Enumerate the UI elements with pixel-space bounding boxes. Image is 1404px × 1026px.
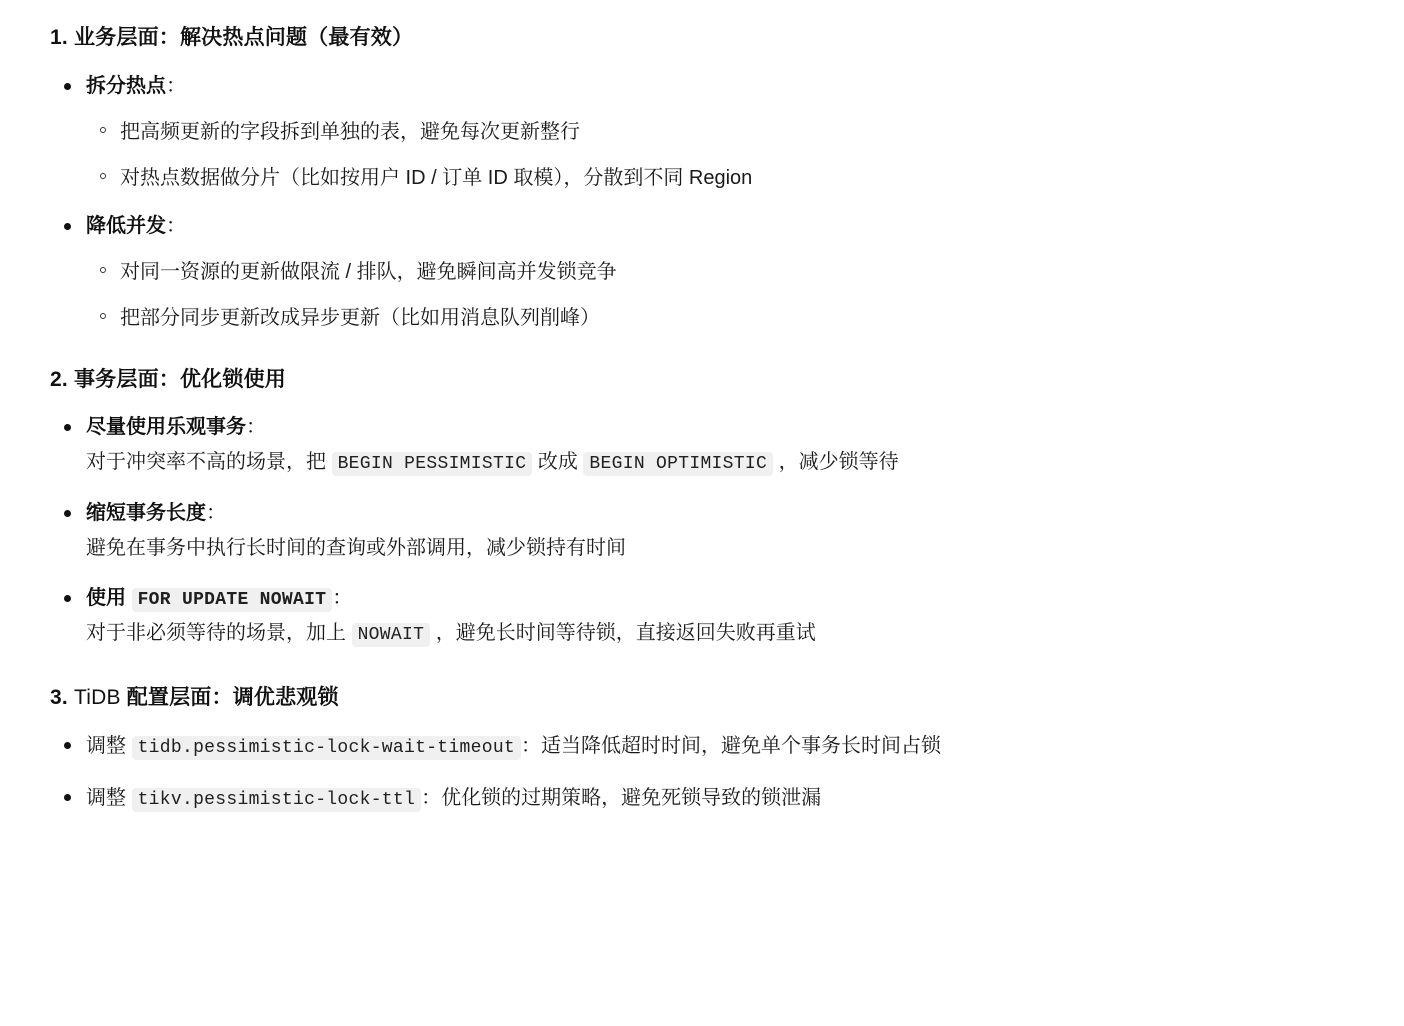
list-item-body [86, 729, 1364, 765]
sublist-item: 把部分同步更新改成异步更新（比如用消息队列削峰） [86, 302, 1364, 334]
section-1-number: 1. [50, 26, 68, 49]
list-item-title [86, 582, 1364, 615]
section-1-title: 业务层面：解决热点问题（最有效） [73, 26, 414, 49]
list-item [50, 210, 1364, 334]
list-item-body [86, 616, 1364, 652]
body-text: 调整 [86, 735, 132, 758]
section-3-list [50, 729, 1364, 816]
list-item-title [86, 210, 1364, 242]
sublist [86, 116, 1364, 194]
list-item-title-text: 降低并发 [86, 214, 166, 237]
list-item-title-suffix: ： [332, 586, 353, 609]
sublist [86, 256, 1364, 334]
inline-code: FOR UPDATE NOWAIT [132, 588, 333, 612]
list-item-title-suffix: ： [246, 416, 266, 438]
list-item [50, 70, 1364, 194]
list-item-title-suffix: ： [166, 74, 186, 97]
list-item-body [86, 781, 1364, 817]
list-item-title-suffix: ： [166, 214, 186, 237]
sublist-item: 对热点数据做分片（比如按用户 ID / 订单 ID 取模），分散到不同 Region [86, 162, 1364, 194]
sublist-item: 对同一资源的更新做限流 / 排队，避免瞬间高并发锁竞争 [86, 256, 1364, 288]
section-2-list [50, 411, 1364, 652]
section-3-title-plain: TiDB [73, 685, 127, 709]
list-item-title-text: 尽量使用乐观事务 [86, 416, 246, 438]
section-1-heading [50, 22, 1364, 54]
body-text: 避免在事务中执行长时间的查询或外部调用，减少锁持有时间 [86, 536, 626, 559]
body-text: 改成 [532, 451, 584, 473]
body-text: 对于非必须等待的场景，加上 [86, 622, 352, 645]
section-2-title: 事务层面：优化锁使用 [73, 367, 286, 391]
body-text: ，减少锁等待 [773, 451, 899, 473]
list-item-title-text: 缩短事务长度 [86, 501, 206, 524]
list-item [50, 582, 1364, 652]
list-item-body [86, 531, 1364, 566]
section-2-number: 2. [50, 367, 68, 391]
list-item [50, 411, 1364, 481]
list-item-title-text: 使用 [86, 586, 126, 609]
list-item-title-text: 拆分热点 [86, 74, 166, 97]
section-3-heading [50, 682, 1364, 714]
inline-code: tikv.pessimistic-lock-ttl [132, 788, 422, 812]
list-item-title [86, 70, 1364, 102]
list-item [50, 497, 1364, 566]
sublist-item: 把高频更新的字段拆到单独的表，避免每次更新整行 [86, 116, 1364, 148]
section-2-heading [50, 364, 1364, 396]
body-text: ：适当降低超时时间，避免单个事务长时间占锁 [521, 735, 942, 758]
list-item-body [86, 445, 1364, 481]
list-item [50, 781, 1364, 817]
inline-code: BEGIN OPTIMISTIC [583, 452, 773, 476]
inline-code: BEGIN PESSIMISTIC [332, 452, 533, 476]
section-3-number: 3. [50, 685, 68, 709]
section-1-list [50, 70, 1364, 334]
inline-code: NOWAIT [352, 623, 431, 647]
list-item-title [86, 497, 1364, 529]
body-text: 调整 [86, 786, 132, 809]
list-item-title-suffix: ： [206, 501, 226, 524]
body-text: ，避免长时间等待锁，直接返回失败再重试 [430, 622, 816, 645]
body-text: 对于冲突率不高的场景，把 [86, 451, 332, 473]
list-item [50, 729, 1364, 765]
list-item-title [86, 411, 1364, 443]
inline-code: tidb.pessimistic-lock-wait-timeout [132, 736, 521, 760]
section-3-title-bold: 配置层面：调优悲观锁 [126, 685, 339, 709]
body-text: ：优化锁的过期策略，避免死锁导致的锁泄漏 [421, 786, 822, 809]
